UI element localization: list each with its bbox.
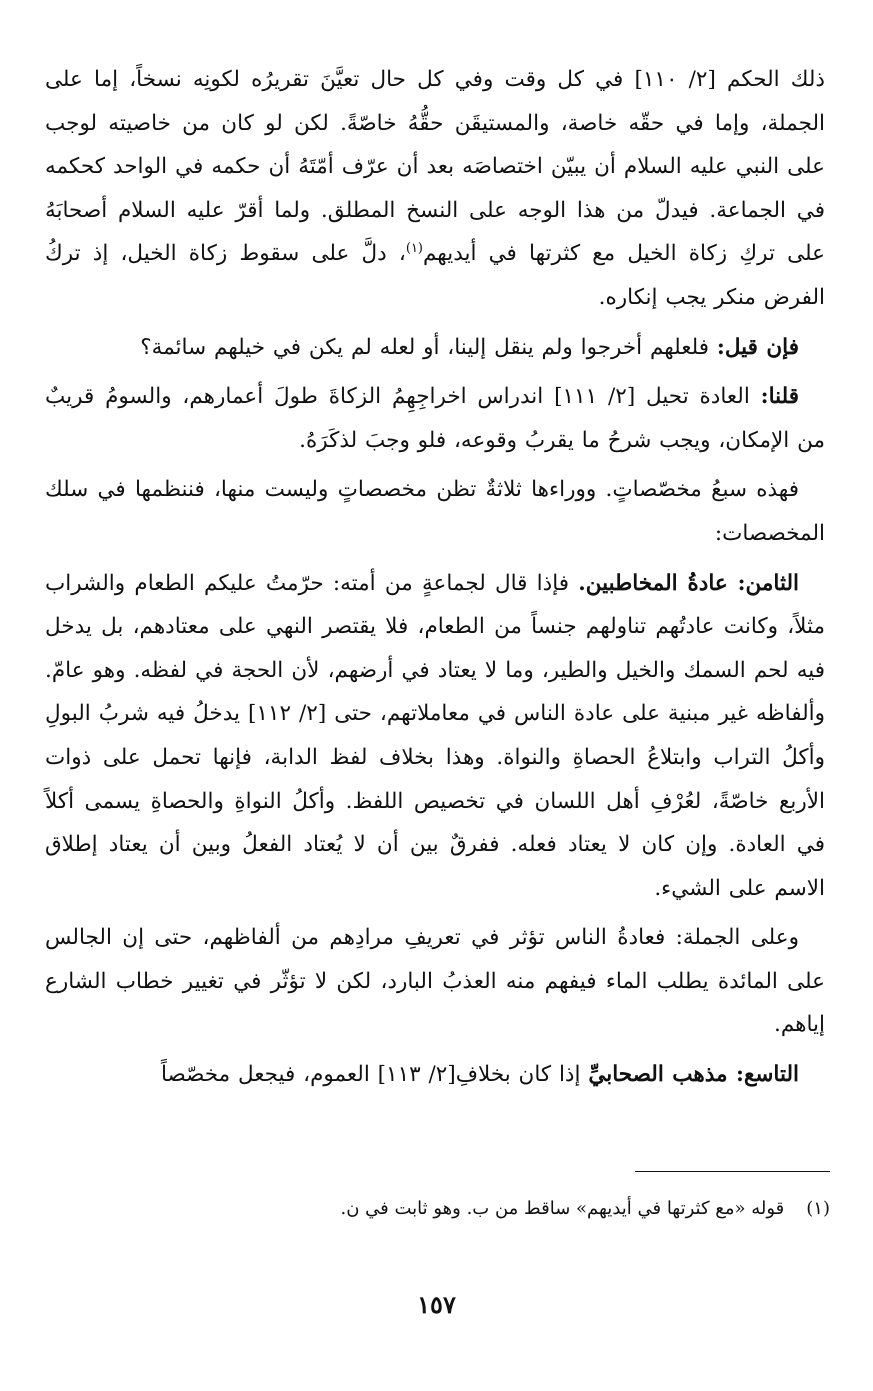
page-number: ١٥٧ bbox=[417, 1290, 456, 1319]
paragraph-5 bbox=[45, 562, 825, 911]
body-text bbox=[45, 58, 825, 1097]
paragraph-4 bbox=[45, 468, 825, 555]
paragraph-3-lead: قلنا: bbox=[760, 384, 800, 410]
paragraph-3-text: العادة تحيل [٢/ ١١١] اندراس اخراجِهِمُ الزكاةَ طولَ أعمارهم، والسومُ قريبٌ من الإمكان، ويجب شرحُ ما يقربُ وقوعه، فلو وجبَ لذكَرَهُ. bbox=[45, 384, 825, 453]
paragraph-1 bbox=[45, 58, 825, 320]
paragraph-5-text: فإذا قال لجماعةٍ من أمته: حرّمتُ عليكم الطعام والشراب مثلاً، وكانت عادتُهم تناولهم جنساً من الطعام، فلا يقتصر النهي على معتادهم، بل يدخل فيه لحم السمك والخيل والطير، وما لا يعتاد في أرضهم، لأن الحجة في لفظه. وهو عامّ. وألفاظه غير مبنية على عادة الناس في معاملاتهم، حتى [٢/ ١١٢] يدخلُ فيه شربُ البولِ وأكلُ التراب وابتلاعُ الحصاةِ والنواة. وهذا بخلاف لفظ الدابة، فإنها تحمل على ذوات الأربع خاصّةً، لعُرْفِ أهل اللسان في تخصيص اللفظ. وأكلُ النواةِ والحصاةِ يسمى أكلاً في العادة. وإن كان لا يعتاد فعله. ففرقٌ بين أن لا يُعتاد الفعلُ وبين أن يعتاد إطلاق الاسم على الشيء. bbox=[45, 570, 826, 901]
footnote-number: (١) bbox=[806, 1198, 830, 1219]
paragraph-7-text: إذا كان بخلافِ[٢/ ١١٣] العموم، فيجعل مخصّصاً bbox=[160, 1062, 589, 1088]
paragraph-6-text: وعلى الجملة: فعادةُ الناس تؤثر في تعريفِ مرادِهم من ألفاظهم، حتى إن الجالس على المائدة يطلب الماء فيفهم منه العذبُ البارد، لكن لا تؤثّر في تغيير خطاب الشارع إياهم. bbox=[45, 925, 825, 1038]
paragraph-7 bbox=[45, 1053, 825, 1097]
paragraph-2-text: فلعلهم أخرجوا ولم ينقل إلينا، أو لعله لم يكن في خيلهم سائمة؟ bbox=[140, 334, 717, 360]
paragraph-4-text: فهذه سبعُ مخصّصاتٍ. ووراءها ثلاثةٌ تظن مخصصاتٍ وليست منها، فننظمها في سلك المخصصات: bbox=[45, 477, 825, 546]
paragraph-5-lead: الثامن: عادةُ المخاطبين. bbox=[578, 570, 799, 596]
paragraph-2 bbox=[45, 326, 825, 370]
paragraph-6 bbox=[45, 916, 825, 1047]
footnote-text: قوله «مع كثرتها في أيديهم» ساقط من ب. وهو ثابت في ن. bbox=[340, 1198, 785, 1219]
footnote bbox=[50, 1195, 830, 1223]
paragraph-7-lead: التاسع: مذهب الصحابيِّ bbox=[588, 1062, 799, 1088]
paragraph-3 bbox=[45, 375, 825, 462]
footnote-separator bbox=[635, 1171, 830, 1172]
paragraph-1-text-a: ذلك الحكم [٢/ ١١٠] في كل وقت وفي كل حال تعيَّنَ تقريرُه لكونِه نسخاً، إما على الجملة، وإما في حقّه خاصة، والمستيقَن حقُّهُ خاصّةً. لكن لو كان من خاصيته لوجب على النبي عليه السلام أن يبيّن اختصاصَه بعد أن عرّف أمّتَهُ أن حكمه في الواحد كحكمه في الجماعة. فيدلّ من هذا الوجه على النسخ المطلق. ولما أقرّ عليه السلام أصحابَهُ على تركِ زكاة الخيل مع كثرتها في أيديهم bbox=[45, 67, 825, 267]
paragraph-1-text-b: ، دلَّ على سقوط زكاة الخيل، إذ تركُ الفرض منكر يجب إنكاره. bbox=[45, 241, 825, 310]
footnote-reference: (١) bbox=[405, 241, 423, 257]
paragraph-2-lead: فإن قيل: bbox=[716, 334, 799, 360]
